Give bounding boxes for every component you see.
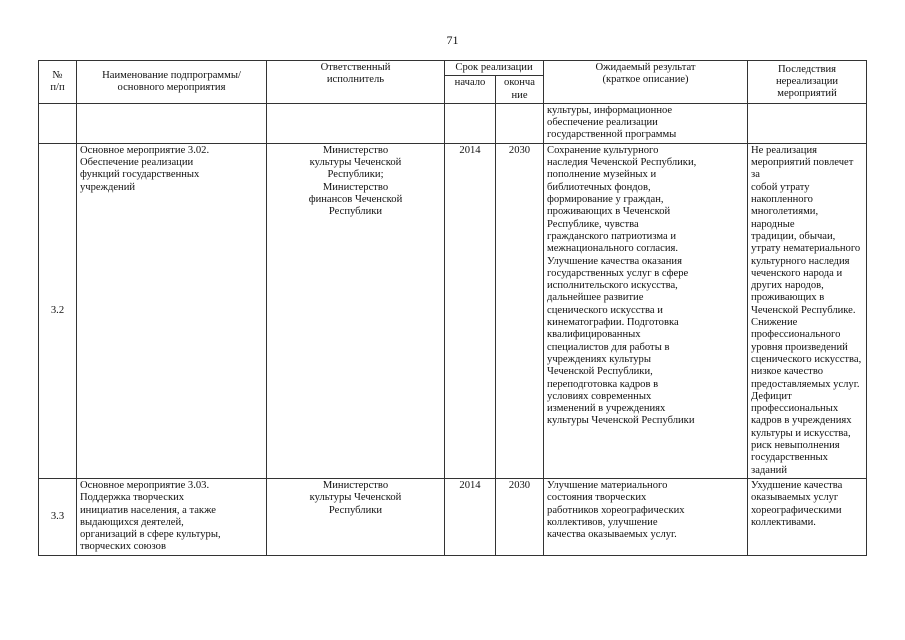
cell-executor: Министерство культуры Чеченской Республики; Министерство финансов Чеченской Республики <box>267 143 445 478</box>
header-result: Ожидаемый результат (краткое описание) <box>544 61 748 104</box>
table-row <box>39 103 867 143</box>
cell-end: 2030 <box>496 478 544 555</box>
cell-start: 2014 <box>445 143 496 478</box>
cell-name <box>77 103 267 143</box>
cell-executor: Министерство культуры Чеченской Республики <box>267 478 445 555</box>
cell-result: Улучшение материального состояния творческих работников хореографических коллективов, улучшение качества оказываемых услуг. <box>544 478 748 555</box>
cell-result: Сохранение культурного наследия Чеченской Республики, пополнение музейных и библиотечных фондов, формирование у граждан, проживающих в Чеченской Республике, чувства гражданского патриотизма и межнационального согласия. Улучшение качества оказания государственных услуг в сфере исполнительского искусства, дальнейшее развитие сценического искусства и кинематографии. Подготовка квалифицированных специалистов для работы в учреждениях культуры Чеченской Республики, переподготовка кадров в условиях современных изменений в учреждениях культуры Чеченской Республики <box>544 143 748 478</box>
table-row <box>39 143 867 478</box>
cell-num <box>39 103 77 143</box>
header-executor: Ответственный исполнитель <box>267 61 445 104</box>
cell-start <box>445 103 496 143</box>
cell-name: Основное мероприятие 3.03. Поддержка творческих инициатив населения, а также выдающихся деятелей, организаций в сфере культуры, творческих союзов <box>77 478 267 555</box>
header-start: начало <box>445 76 496 104</box>
header-consequences: Последствия нереализации мероприятий <box>748 61 867 104</box>
header-end: оконча ние <box>496 76 544 104</box>
cell-consequences: Не реализация мероприятий повлечет за собой утрату накопленного многолетиями, народные традиции, обычаи, утрату нематериального культурного наследия чеченского народа и других народов, проживающих в Чеченской Республике. Снижение профессионального уровня произведений сценического искусства, низкое качество предоставляемых услуг. Дефицит профессиональных кадров в учреждениях культуры и искусства, риск невыполнения государственных заданий <box>748 143 867 478</box>
page-number: 71 <box>446 33 459 47</box>
header-period: Срок реализации <box>445 61 544 76</box>
cell-num: 3.3 <box>39 478 77 555</box>
cell-start: 2014 <box>445 478 496 555</box>
cell-consequences <box>748 103 867 143</box>
cell-name: Основное мероприятие 3.02. Обеспечение реализации функций государственных учреждений <box>77 143 267 478</box>
table-row <box>39 478 867 555</box>
cell-executor <box>267 103 445 143</box>
program-table <box>38 60 867 556</box>
cell-num: 3.2 <box>39 143 77 478</box>
cell-end <box>496 103 544 143</box>
cell-consequences: Ухудшение качества оказываемых услуг хореографическими коллективами. <box>748 478 867 555</box>
header-name: Наименование подпрограммы/ основного мероприятия <box>77 61 267 104</box>
cell-end: 2030 <box>496 143 544 478</box>
header-num: № п/п <box>39 61 77 104</box>
cell-result: культуры, информационное обеспечение реализации государственной программы <box>544 103 748 143</box>
